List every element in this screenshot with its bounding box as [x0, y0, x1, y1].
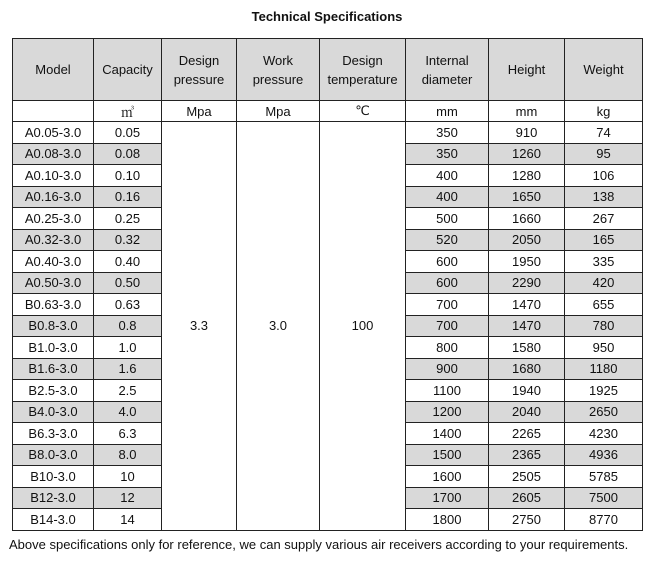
cell-internal-diameter: 400: [406, 186, 489, 208]
header-model: Model: [13, 39, 94, 101]
cell-model: B10-3.0: [13, 466, 94, 488]
cell-internal-diameter: 520: [406, 229, 489, 251]
cell-internal-diameter: 1100: [406, 380, 489, 402]
cell-internal-diameter: 350: [406, 143, 489, 165]
cell-model: A0.08-3.0: [13, 143, 94, 165]
cell-model: B0.63-3.0: [13, 294, 94, 316]
cell-model: B2.5-3.0: [13, 380, 94, 402]
cell-height: 1470: [489, 315, 565, 337]
cell-model: B6.3-3.0: [13, 423, 94, 445]
cell-height: 1280: [489, 165, 565, 187]
cell-height: 2505: [489, 466, 565, 488]
header-weight: Weight: [565, 39, 643, 101]
page-title: Technical Specifications: [251, 9, 403, 24]
cell-height: 2040: [489, 401, 565, 423]
cell-model: B0.8-3.0: [13, 315, 94, 337]
cell-capacity: 10: [94, 466, 162, 488]
cell-model: B1.0-3.0: [13, 337, 94, 359]
cell-height: 1950: [489, 251, 565, 273]
cell-height: 2605: [489, 487, 565, 509]
cell-internal-diameter: 1200: [406, 401, 489, 423]
cell-capacity: 6.3: [94, 423, 162, 445]
cell-height: 2265: [489, 423, 565, 445]
cell-capacity: 14: [94, 509, 162, 531]
cell-weight: 7500: [565, 487, 643, 509]
specifications-table: [12, 38, 643, 531]
cell-model: B1.6-3.0: [13, 358, 94, 380]
cell-model: B14-3.0: [13, 509, 94, 531]
cell-capacity: 2.5: [94, 380, 162, 402]
header-internal-diameter: Internal diameter: [406, 39, 489, 101]
cell-height: 2050: [489, 229, 565, 251]
cell-weight: 2650: [565, 401, 643, 423]
cell-capacity: 0.40: [94, 251, 162, 273]
shared-design-pressure: 3.3: [162, 122, 237, 531]
cell-internal-diameter: 700: [406, 315, 489, 337]
cell-model: A0.50-3.0: [13, 272, 94, 294]
unit-design-temperature: ℃: [320, 101, 406, 122]
cell-capacity: 0.16: [94, 186, 162, 208]
cell-weight: 420: [565, 272, 643, 294]
header-design-pressure: Design pressure: [162, 39, 237, 101]
cell-capacity: 0.32: [94, 229, 162, 251]
cell-capacity: 0.63: [94, 294, 162, 316]
cell-weight: 106: [565, 165, 643, 187]
cell-weight: 74: [565, 122, 643, 144]
unit-design-pressure: Mpa: [162, 101, 237, 122]
cell-internal-diameter: 600: [406, 251, 489, 273]
cell-weight: 780: [565, 315, 643, 337]
unit-model: [13, 101, 94, 122]
cell-weight: 165: [565, 229, 643, 251]
cell-height: 1660: [489, 208, 565, 230]
cell-internal-diameter: 700: [406, 294, 489, 316]
cell-height: 1470: [489, 294, 565, 316]
cell-height: 2750: [489, 509, 565, 531]
cell-model: A0.05-3.0: [13, 122, 94, 144]
cell-model: B4.0-3.0: [13, 401, 94, 423]
cell-model: A0.32-3.0: [13, 229, 94, 251]
cell-capacity: 0.50: [94, 272, 162, 294]
cell-internal-diameter: 500: [406, 208, 489, 230]
header-work-pressure: Work pressure: [237, 39, 320, 101]
cell-model: A0.40-3.0: [13, 251, 94, 273]
header-capacity: Capacity: [94, 39, 162, 101]
cell-capacity: 0.10: [94, 165, 162, 187]
cell-height: 2365: [489, 444, 565, 466]
cell-internal-diameter: 400: [406, 165, 489, 187]
cell-height: 2290: [489, 272, 565, 294]
cell-internal-diameter: 350: [406, 122, 489, 144]
cell-height: 1650: [489, 186, 565, 208]
cell-height: 1940: [489, 380, 565, 402]
units-row: [13, 101, 643, 122]
cell-capacity: 0.05: [94, 122, 162, 144]
cell-internal-diameter: 600: [406, 272, 489, 294]
cell-height: 1260: [489, 143, 565, 165]
cell-weight: 950: [565, 337, 643, 359]
unit-capacity: ㎥: [94, 101, 162, 122]
cell-weight: 655: [565, 294, 643, 316]
cell-weight: 1925: [565, 380, 643, 402]
cell-capacity: 1.6: [94, 358, 162, 380]
cell-model: A0.16-3.0: [13, 186, 94, 208]
cell-internal-diameter: 800: [406, 337, 489, 359]
header-row: [13, 39, 643, 101]
header-height: Height: [489, 39, 565, 101]
cell-capacity: 1.0: [94, 337, 162, 359]
cell-internal-diameter: 1800: [406, 509, 489, 531]
cell-internal-diameter: 1400: [406, 423, 489, 445]
footer-note: Above specifications only for reference, we can supply various air receivers according to your requirements.: [9, 537, 629, 552]
header-design-temperature: Design temperature: [320, 39, 406, 101]
cell-weight: 8770: [565, 509, 643, 531]
cell-capacity: 4.0: [94, 401, 162, 423]
shared-design-temperature: 100: [320, 122, 406, 531]
cell-weight: 95: [565, 143, 643, 165]
cell-internal-diameter: 1600: [406, 466, 489, 488]
cell-model: A0.10-3.0: [13, 165, 94, 187]
cell-capacity: 0.25: [94, 208, 162, 230]
cell-internal-diameter: 900: [406, 358, 489, 380]
cell-weight: 4936: [565, 444, 643, 466]
cell-capacity: 0.08: [94, 143, 162, 165]
shared-work-pressure: 3.0: [237, 122, 320, 531]
cell-weight: 335: [565, 251, 643, 273]
cell-capacity: 8.0: [94, 444, 162, 466]
unit-work-pressure: Mpa: [237, 101, 320, 122]
cell-internal-diameter: 1700: [406, 487, 489, 509]
unit-internal-diameter: mm: [406, 101, 489, 122]
cell-capacity: 0.8: [94, 315, 162, 337]
cell-weight: 4230: [565, 423, 643, 445]
cell-height: 1680: [489, 358, 565, 380]
cell-height: 1580: [489, 337, 565, 359]
cell-capacity: 12: [94, 487, 162, 509]
cell-weight: 5785: [565, 466, 643, 488]
cell-height: 910: [489, 122, 565, 144]
cell-internal-diameter: 1500: [406, 444, 489, 466]
cell-weight: 138: [565, 186, 643, 208]
cell-model: B8.0-3.0: [13, 444, 94, 466]
unit-weight: kg: [565, 101, 643, 122]
cell-model: B12-3.0: [13, 487, 94, 509]
cell-weight: 267: [565, 208, 643, 230]
cell-model: A0.25-3.0: [13, 208, 94, 230]
cell-weight: 1180: [565, 358, 643, 380]
table-row: [13, 122, 643, 144]
unit-height: mm: [489, 101, 565, 122]
